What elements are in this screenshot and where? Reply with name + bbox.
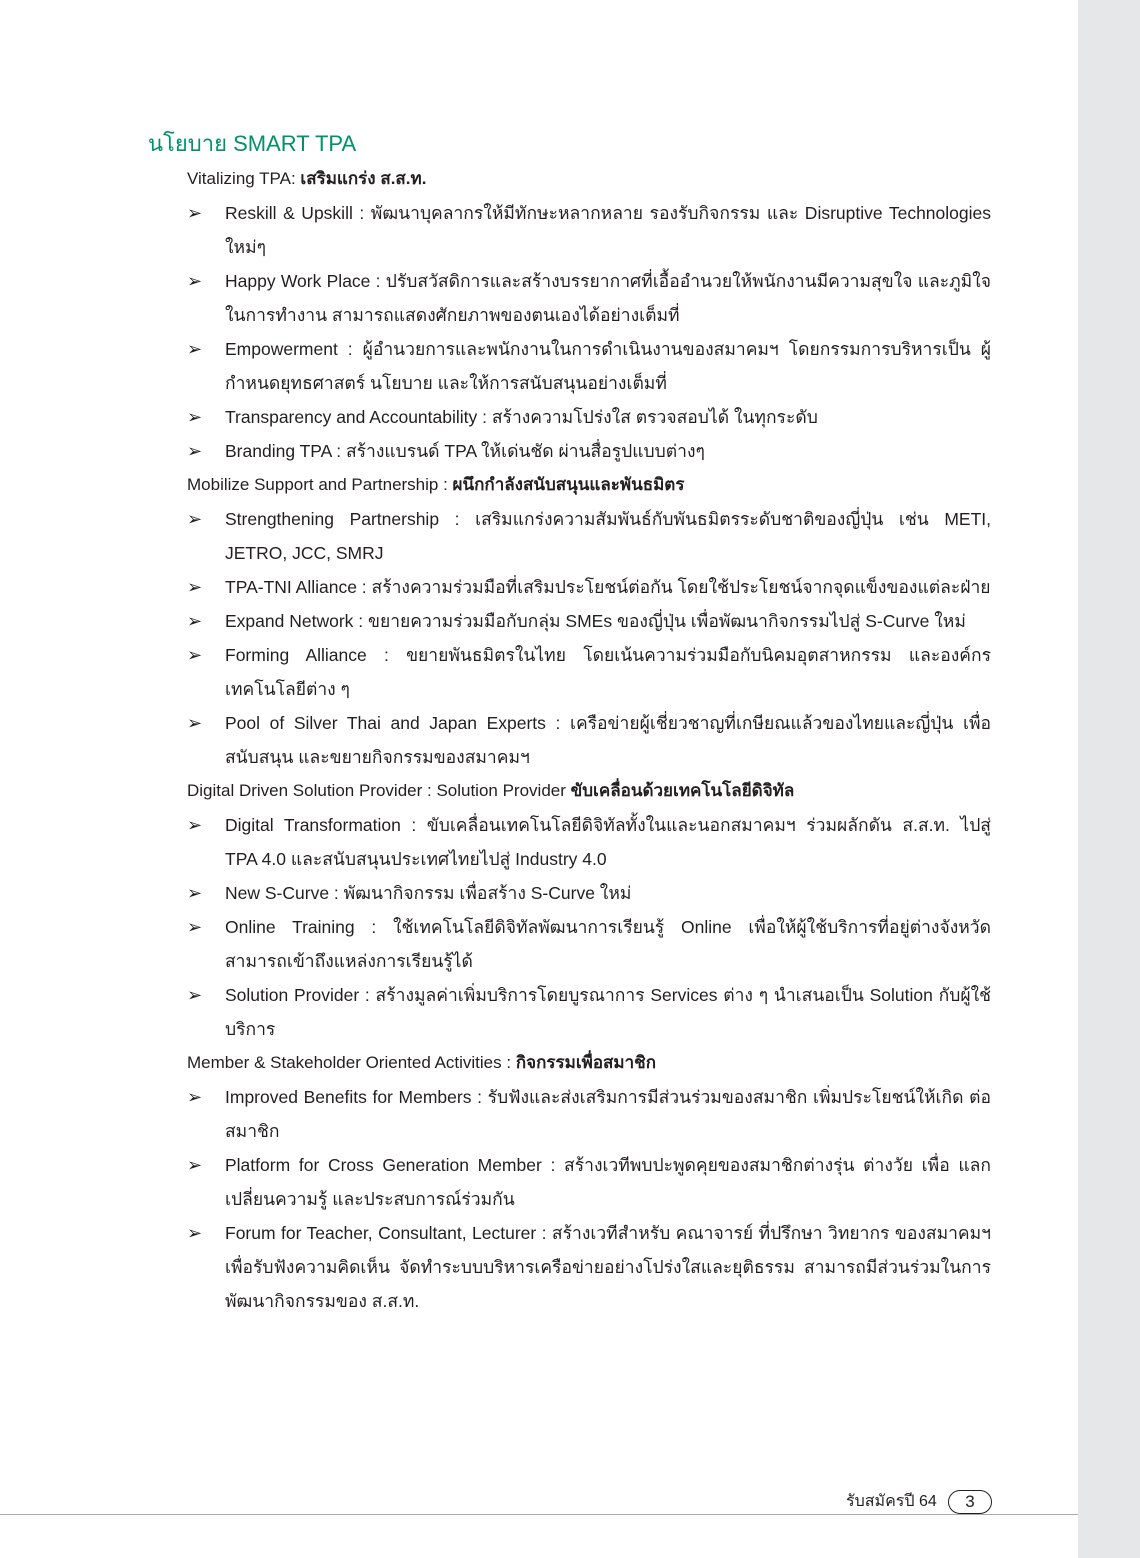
section-member xyxy=(187,1046,991,1318)
list-item: ➢ Strengthening Partnership : เสริมแกร่งความสัมพันธ์กับพันธมิตรระดับชาติของญี่ปุ่น เช่น METI, JETRO, JCC, SMRJ xyxy=(187,502,991,570)
side-strip xyxy=(1078,0,1140,1558)
arrow-bullet-icon: ➢ xyxy=(187,713,203,733)
arrow-bullet-icon: ➢ xyxy=(187,1223,203,1243)
arrow-bullet-icon: ➢ xyxy=(187,407,203,427)
arrow-bullet-icon: ➢ xyxy=(187,339,203,359)
list-item: ➢ TPA-TNI Alliance : สร้างความร่วมมือที่เสริมประโยชน์ต่อกัน โดยใช้ประโยชน์จากจุดแข็งของแต่ละฝ่าย xyxy=(187,570,991,604)
section-heading: Member & Stakeholder Oriented Activities : กิจกรรมเพื่อสมาชิก xyxy=(187,1053,657,1072)
footer-text: รับสมัครปี 64 xyxy=(846,1493,937,1510)
page-number: 3 xyxy=(948,1490,992,1514)
arrow-bullet-icon: ➢ xyxy=(187,509,203,529)
arrow-bullet-icon: ➢ xyxy=(187,577,203,597)
arrow-bullet-icon: ➢ xyxy=(187,611,203,631)
section-heading: Vitalizing TPA: เสริมแกร่ง ส.ส.ท. xyxy=(187,169,427,188)
list-item: ➢ Digital Transformation : ขับเคลื่อนเทคโนโลยีดิจิทัลทั้งในและนอกสมาคมฯ ร่วมผลักดัน ส.ส.ท. ไปสู่ TPA 4.0 และสนับสนุนประเทศไทยไปสู่ Industry 4.0 xyxy=(187,808,991,876)
section-heading: Digital Driven Solution Provider : Solution Provider ขับเคลื่อนด้วยเทคโนโลยีดิจิทัล xyxy=(187,781,795,800)
list-item: ➢ Reskill & Upskill : พัฒนาบุคลากรให้มีทักษะหลากหลาย รองรับกิจกรรม และ Disruptive Technologies ใหม่ๆ xyxy=(187,196,991,264)
list-item: ➢ Platform for Cross Generation Member : สร้างเวทีพบปะพูดคุยของสมาชิกต่างรุ่น ต่างวัย เพื่อ แลกเปลี่ยนความรู้ และประสบการณ์ร่วมกัน xyxy=(187,1148,991,1216)
section-digital xyxy=(187,774,991,1046)
list-item: ➢ Forming Alliance : ขยายพันธมิตรในไทย โดยเน้นความร่วมมือกับนิคมอุตสาหกรรม และองค์กร เทคโนโลยีต่าง ๆ xyxy=(187,638,991,706)
arrow-bullet-icon: ➢ xyxy=(187,917,203,937)
arrow-bullet-icon: ➢ xyxy=(187,1155,203,1175)
arrow-bullet-icon: ➢ xyxy=(187,1087,203,1107)
list-item: ➢ Empowerment : ผู้อำนวยการและพนักงานในการดำเนินงานของสมาคมฯ โดยกรรมการบริหารเป็น ผู้กำหนดยุทธศาสตร์ นโยบาย และให้การสนับสนุนอย่างเต็มที่ xyxy=(187,332,991,400)
footer-rule xyxy=(0,1514,1078,1515)
section-mobilize xyxy=(187,468,991,774)
list-item: ➢ Forum for Teacher, Consultant, Lecturer : สร้างเวทีสำหรับ คณาจารย์ ที่ปรึกษา วิทยากร ของสมาคมฯ เพื่อรับฟังความคิดเห็น จัดทำระบบบริหารเครือข่ายอย่างโปร่งใสและยุติธรรม สามารถมีส่วนร่วมในการ พัฒนากิจกรรมของ ส.ส.ท. xyxy=(187,1216,991,1318)
list-item: ➢ Pool of Silver Thai and Japan Experts : เครือข่ายผู้เชี่ยวชาญที่เกษียณแล้วของไทยและญี่ปุ่น เพื่อสนับสนุน และขยายกิจกรรมของสมาคมฯ xyxy=(187,706,991,774)
list-item: ➢ Transparency and Accountability : สร้างความโปร่งใส ตรวจสอบได้ ในทุกระดับ xyxy=(187,400,991,434)
section-heading: Mobilize Support and Partnership : ผนึกกำลังสนับสนุนและพันธมิตร xyxy=(187,475,685,494)
list-item: ➢ Happy Work Place : ปรับสวัสดิการและสร้างบรรยากาศที่เอื้ออำนวยให้พนักงานมีความสุขใจ และภูมิใจในการทำงาน สามารถแสดงศักยภาพของตนเองได้อย่างเต็มที่ xyxy=(187,264,991,332)
list-item: ➢ New S-Curve : พัฒนากิจกรรม เพื่อสร้าง S-Curve ใหม่ xyxy=(187,876,991,910)
list-item: ➢ Expand Network : ขยายความร่วมมือกับกลุ่ม SMEs ของญี่ปุ่น เพื่อพัฒนากิจกรรมไปสู่ S-Curve ใหม่ xyxy=(187,604,991,638)
list-item: ➢ Improved Benefits for Members : รับฟังและส่งเสริมการมีส่วนร่วมของสมาชิก เพิ่มประโยชน์ให้เกิด ต่อสมาชิก xyxy=(187,1080,991,1148)
list-item: ➢ Online Training : ใช้เทคโนโลยีดิจิทัลพัฒนาการเรียนรู้ Online เพื่อให้ผู้ใช้บริการที่อยู่ต่างจังหวัด สามารถเข้าถึงแหล่งการเรียนรู้ได้ xyxy=(187,910,991,978)
content xyxy=(187,162,991,1318)
list-item: ➢ Branding TPA : สร้างแบรนด์ TPA ให้เด่นชัด ผ่านสื่อรูปแบบต่างๆ xyxy=(187,434,991,468)
arrow-bullet-icon: ➢ xyxy=(187,883,203,903)
arrow-bullet-icon: ➢ xyxy=(187,441,203,461)
arrow-bullet-icon: ➢ xyxy=(187,203,203,223)
list-item: ➢ Solution Provider : สร้างมูลค่าเพิ่มบริการโดยบูรณาการ Services ต่าง ๆ นำเสนอเป็น Solution กับผู้ใช้บริการ xyxy=(187,978,991,1046)
arrow-bullet-icon: ➢ xyxy=(187,985,203,1005)
arrow-bullet-icon: ➢ xyxy=(187,815,203,835)
arrow-bullet-icon: ➢ xyxy=(187,645,203,665)
arrow-bullet-icon: ➢ xyxy=(187,271,203,291)
section-vitalizing xyxy=(187,162,991,468)
page-title: นโยบาย SMART TPA xyxy=(148,131,357,156)
